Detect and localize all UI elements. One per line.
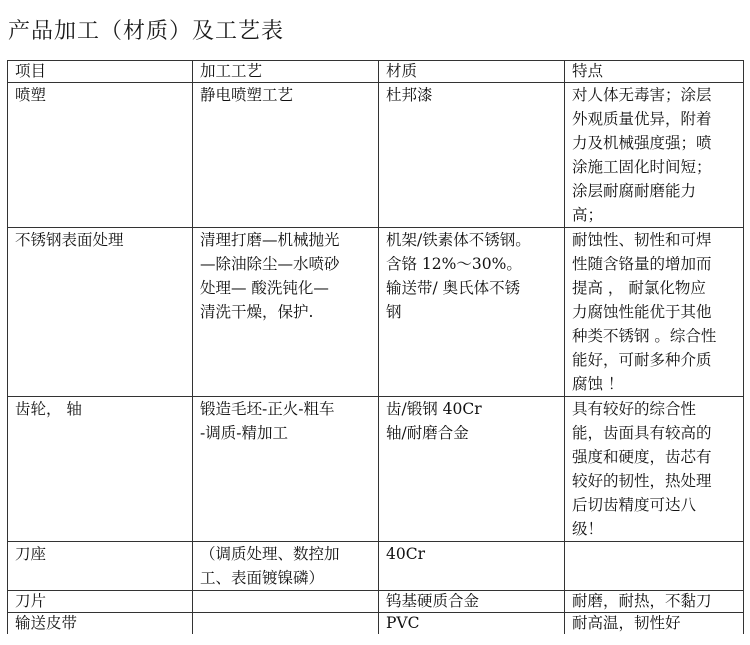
cell-item: 输送皮带 [8,613,193,635]
cell-process [193,613,379,635]
cell-process: 静电喷塑工艺 [193,83,379,228]
cell-process: 清理打磨—机械抛光 —除油除尘—水喷砂 处理— 酸洗钝化— 清洗干燥，保护. [193,228,379,397]
cell-material: 机架/铁素体不锈钢。 含铬 12%～30%。 输送带/ 奥氏体不锈 钢 [379,228,565,397]
cell-material: 40Cr [379,542,565,591]
table-row [8,542,744,591]
table-row [8,397,744,542]
cell-item: 齿轮， 轴 [8,397,193,542]
table-row [8,613,744,635]
table-row [8,591,744,613]
cell-feature: 耐磨，耐热，不黏刀 [565,591,744,613]
cell-feature: 耐蚀性、韧性和可焊 性随含铬量的增加而 提高 ， 耐氯化物应 力腐蚀性能优于其他 种类不锈钢 。综合性 能好，可耐多种介质 腐蚀 ！ [565,228,744,397]
cell-feature: 具有较好的综合性 能，齿面具有较高的 强度和硬度，齿芯有 较好的韧性，热处理 后切齿精度可达八 级！ [565,397,744,542]
cell-material: 杜邦漆 [379,83,565,228]
cell-process [193,591,379,613]
table-row [8,83,744,228]
cell-item: 喷塑 [8,83,193,228]
header-feature: 特点 [565,61,744,83]
document-title: 产品加工（材质）及工艺表 [8,19,285,44]
cell-material: 齿/锻钢 40Cr 轴/耐磨合金 [379,397,565,542]
cell-material: 钨基硬质合金 [379,591,565,613]
cell-item: 不锈钢表面处理 [8,228,193,397]
header-item: 项目 [8,61,193,83]
cell-process: （调质处理、数控加 工、表面镀镍磷） [193,542,379,591]
cell-item: 刀座 [8,542,193,591]
table-header-row [8,61,744,83]
cell-feature: 耐高温，韧性好 [565,613,744,635]
cell-feature [565,542,744,591]
header-process: 加工工艺 [193,61,379,83]
cell-item: 刀片 [8,591,193,613]
process-material-table [7,60,744,634]
header-material: 材质 [379,61,565,83]
cell-feature: 对人体无毒害；涂层 外观质量优异，附着 力及机械强度强；喷 涂施工固化时间短； 涂层耐腐耐磨能力 高； [565,83,744,228]
cell-material: PVC [379,613,565,635]
table-row [8,228,744,397]
cell-process: 锻造毛坯-正火-粗车 -调质-精加工 [193,397,379,542]
